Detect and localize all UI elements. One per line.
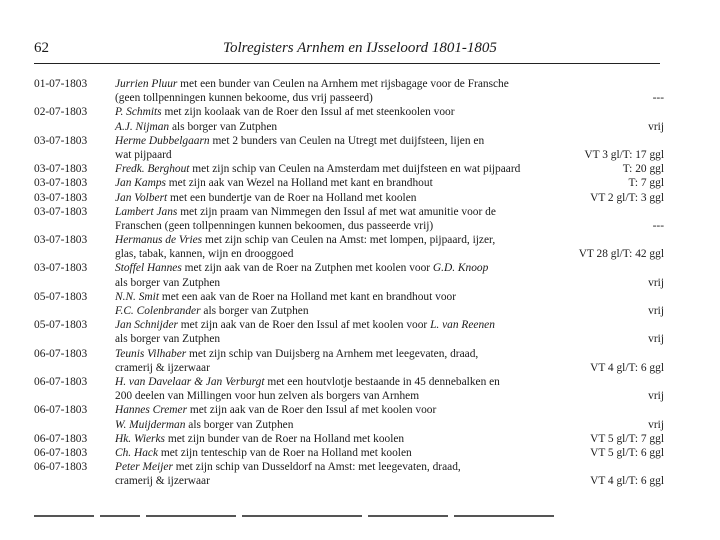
entry-line — [34, 105, 664, 119]
register-entry — [34, 375, 664, 403]
person-name: Herme Dubbelgaarn — [115, 134, 210, 147]
entry-line — [34, 148, 664, 162]
header-rule — [34, 63, 660, 64]
entry-description: als borger van Zutphen — [200, 305, 309, 317]
entry-description: met een bunder van Ceulen na Arnhem met rijsbagage voor de Fransche — [177, 78, 509, 90]
toll-amount: vrij — [648, 418, 664, 431]
entry-text — [115, 460, 461, 474]
person-name: Fredk. Berghout — [115, 163, 190, 176]
person-name: Hannes Cremer — [115, 404, 188, 417]
entry-line — [34, 318, 664, 332]
entry-text — [115, 191, 416, 205]
entry-line — [34, 191, 664, 205]
entry-line — [34, 432, 664, 446]
entry-date: 06-07-1803 — [34, 347, 88, 360]
register-entry — [34, 460, 664, 488]
entry-date: 06-07-1803 — [34, 446, 88, 459]
entry-text — [115, 148, 172, 162]
toll-amount: VT 4 gl/T: 6 ggl — [590, 475, 664, 488]
person-name: H. van Davelaar & Jan Verburgt — [115, 375, 265, 388]
entry-line — [34, 389, 664, 403]
toll-amount: --- — [652, 219, 664, 232]
person-name: N.N. Smit — [115, 290, 159, 303]
entry-text — [115, 347, 478, 361]
entry-description: met zijn bunder van de Roer na Holland met koolen — [164, 432, 405, 445]
toll-amount: vrij — [648, 120, 664, 133]
register-entry — [34, 261, 664, 289]
entry-line — [34, 375, 664, 389]
entry-text — [115, 134, 484, 148]
entry-description: met zijn schip van Ceulen na Amsterdam met duijfsteen en wat pijpaard — [189, 163, 521, 176]
person-name: Jan Volbert — [115, 191, 168, 204]
entry-date: 03-07-1803 — [34, 234, 88, 247]
entry-description: met zijn tenteschip van de Roer na Holland met koolen — [158, 446, 412, 459]
entry-description: met zijn aak van Wezel na Holland met kant en brandhout — [165, 177, 433, 190]
entry-text — [115, 432, 404, 446]
person-name: Jan Kamps — [115, 177, 166, 190]
running-title: Tolregisters Arnhem en IJsseloord 1801-1805 — [223, 40, 497, 56]
page-number: 62 — [34, 40, 49, 56]
register-entry — [34, 77, 664, 105]
entry-description: met zijn aak van de Roer den Issul af met koolen voor — [177, 319, 431, 332]
entry-date: 06-07-1803 — [34, 404, 88, 417]
entry-text — [115, 247, 293, 261]
entry-description: met zijn koolaak van de Roer den Issul af met steenkoolen voor — [161, 106, 455, 119]
entry-text — [115, 176, 433, 190]
entry-date: 03-07-1803 — [34, 163, 88, 176]
entry-description: met een houtvlotje bestaande in 45 dennebalken en — [264, 375, 500, 388]
entry-text — [115, 389, 419, 403]
entry-date: 05-07-1803 — [34, 290, 88, 303]
person-name: Jan Schnijder — [115, 319, 178, 332]
entry-description: cramerij & ijzerwaar — [115, 475, 210, 488]
entry-date: 03-07-1803 — [34, 191, 88, 204]
person-name: Hermanus de Vries — [115, 234, 203, 247]
entry-text — [115, 290, 456, 304]
entry-line — [34, 77, 664, 91]
toll-amount: vrij — [648, 333, 664, 346]
entry-line — [34, 304, 664, 318]
entry-line — [34, 290, 664, 304]
entry-line — [34, 332, 664, 346]
toll-amount: VT 5 gl/T: 7 ggl — [590, 432, 664, 445]
entry-line — [34, 91, 664, 105]
toll-amount: VT 28 gl/T: 42 ggl — [578, 248, 664, 261]
toll-amount: --- — [652, 92, 664, 105]
entry-description: als borger van Zutphen — [115, 333, 221, 346]
entry-description: met een bundertje van de Roer na Holland met koolen — [167, 191, 417, 204]
register-entry — [34, 176, 664, 190]
entry-date: 01-07-1803 — [34, 78, 88, 90]
recipient-name: L. van Reenen — [430, 319, 495, 332]
register-entry — [34, 318, 664, 346]
entry-text — [115, 205, 496, 219]
entry-line — [34, 418, 664, 432]
cut-off-next-line — [34, 515, 664, 521]
entry-text — [115, 261, 488, 275]
entry-description: met 2 bunders van Ceulen na Utregt met duijfsteen, lijen en — [209, 134, 485, 147]
person-name: A.J. Nijman — [115, 120, 170, 133]
entry-text — [115, 276, 220, 290]
entry-description: glas, tabak, kannen, wijn en drooggoed — [115, 248, 294, 261]
entry-text — [115, 77, 509, 91]
entry-line — [34, 276, 664, 290]
entry-description: als borger van Zutphen — [115, 276, 221, 289]
register-entry — [34, 134, 664, 162]
entry-text — [115, 418, 293, 432]
entry-text — [115, 375, 500, 389]
entry-description: als borger van Zutphen — [185, 418, 294, 431]
entry-date: 03-07-1803 — [34, 205, 88, 218]
entry-line — [34, 233, 664, 247]
entry-description: wat pijpaard — [115, 148, 172, 161]
toll-amount: T: 20 ggl — [622, 163, 664, 176]
entry-text — [115, 219, 433, 233]
register-entry — [34, 347, 664, 375]
toll-amount: VT 5 gl/T: 6 ggl — [590, 446, 664, 459]
register-entry — [34, 162, 664, 176]
recipient-name: G.D. Knoop — [432, 262, 489, 275]
person-name: W. Muijderman — [115, 418, 186, 431]
entry-date: 03-07-1803 — [34, 262, 88, 275]
toll-amount: VT 4 gl/T: 6 ggl — [590, 361, 664, 374]
toll-amount: T: 7 ggl — [628, 177, 664, 190]
person-name: Ch. Hack — [115, 446, 159, 459]
entry-text — [115, 304, 309, 318]
person-name: Jurrien Pluur — [115, 78, 178, 90]
entry-text — [115, 474, 210, 488]
entry-description: met zijn aak van de Roer den Issul af met koolen voor — [187, 404, 437, 417]
entry-line — [34, 162, 664, 176]
entry-text — [115, 403, 436, 417]
register-entry — [34, 105, 664, 133]
entry-text — [115, 446, 412, 460]
entry-line — [34, 134, 664, 148]
entry-line — [34, 460, 664, 474]
entry-line — [34, 474, 664, 488]
entry-line — [34, 219, 664, 233]
person-name: Hk. Wierks — [115, 432, 165, 445]
person-name: Stoffel Hannes — [115, 262, 182, 275]
entry-description: als borger van Zutphen — [169, 120, 278, 133]
register-entry — [34, 233, 664, 261]
register-entries — [34, 77, 664, 488]
toll-amount: vrij — [648, 390, 664, 403]
entry-date: 02-07-1803 — [34, 106, 88, 119]
entry-description: met zijn schip van Duijsberg na Arnhem met leegevaten, draad, — [186, 347, 479, 360]
entry-description: cramerij & ijzerwaar — [115, 361, 210, 374]
entry-description: 200 deelen van Millingen voor hun zelven als borgers van Arnhem — [115, 390, 420, 403]
entry-date: 06-07-1803 — [34, 461, 88, 474]
entry-date: 03-07-1803 — [34, 177, 88, 190]
person-name: F.C. Colenbrander — [115, 305, 201, 317]
entry-text — [115, 105, 455, 119]
entry-line — [34, 176, 664, 190]
register-entry — [34, 446, 664, 460]
entry-line — [34, 261, 664, 275]
person-name: Peter Meijer — [115, 461, 173, 474]
register-entry — [34, 432, 664, 446]
entry-text — [115, 361, 210, 375]
person-name: Lambert Jans — [115, 205, 178, 218]
entry-text — [115, 318, 495, 332]
entry-line — [34, 205, 664, 219]
entry-line — [34, 403, 664, 417]
toll-amount: VT 3 gl/T: 17 ggl — [584, 148, 664, 161]
entry-description: (geen tollpenningen kunnen bekoome, dus vrij passeerd) — [115, 92, 373, 105]
entry-line — [34, 247, 664, 261]
toll-amount: vrij — [648, 276, 664, 289]
entry-line — [34, 361, 664, 375]
entry-description: Franschen (geen tollpenningen kunnen bekoomen, dus passeerde vrij) — [115, 219, 434, 232]
toll-amount: VT 2 gl/T: 3 ggl — [590, 191, 664, 204]
entry-description: met een aak van de Roer na Holland met kant en brandhout voor — [159, 290, 457, 303]
entry-line — [34, 120, 664, 134]
person-name: P. Schmits — [115, 106, 162, 119]
entry-text — [115, 162, 520, 176]
entry-text — [115, 332, 220, 346]
register-entry — [34, 403, 664, 431]
entry-description: met zijn schip van Dusseldorf na Amst: met leegevaten, draad, — [172, 461, 461, 474]
entry-date: 06-07-1803 — [34, 432, 88, 445]
entry-text — [115, 120, 277, 134]
entry-text — [115, 233, 495, 247]
register-entry — [34, 191, 664, 205]
register-entry — [34, 205, 664, 233]
entry-date: 03-07-1803 — [34, 134, 88, 147]
entry-line — [34, 347, 664, 361]
register-entry — [34, 290, 664, 318]
entry-date: 06-07-1803 — [34, 375, 88, 388]
entry-date: 05-07-1803 — [34, 319, 88, 332]
toll-amount: vrij — [648, 305, 664, 317]
entry-description: met zijn praam van Nimmegen den Issul af met wat amunitie voor de — [177, 205, 496, 218]
entry-description: met zijn schip van Ceulen na Amst: met lompen, pijpaard, ijzer, — [202, 234, 496, 247]
entry-text — [115, 91, 373, 105]
person-name: Teunis Vilhaber — [115, 347, 187, 360]
entry-line — [34, 446, 664, 460]
entry-description: met zijn aak van de Roer na Zutphen met koolen voor — [181, 262, 433, 275]
